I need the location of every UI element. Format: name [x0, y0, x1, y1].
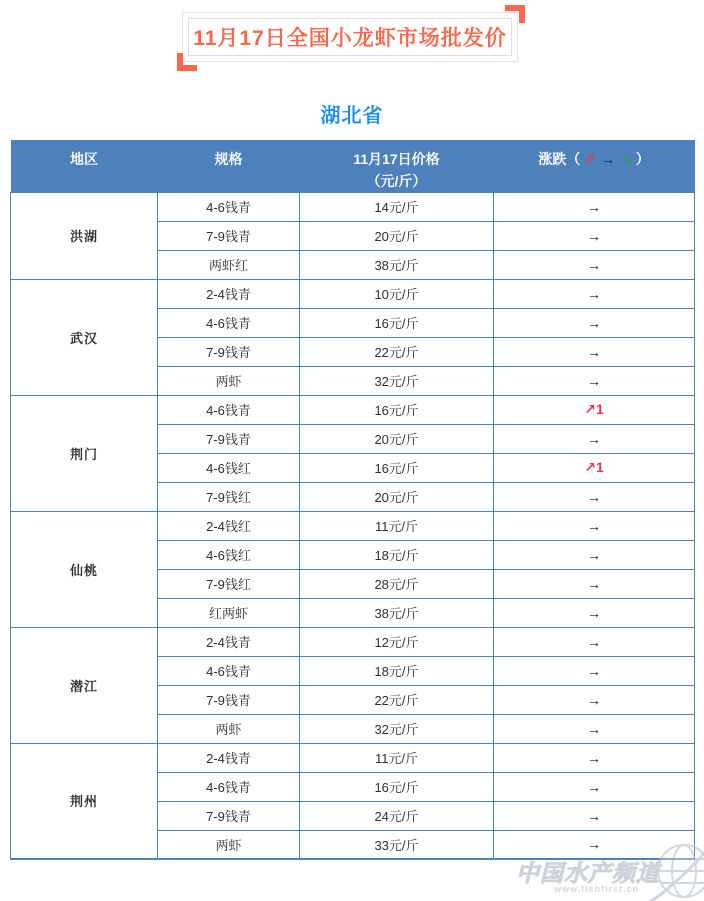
spec-cell: 7-9钱青: [158, 424, 300, 453]
trend-flat-icon: →: [587, 256, 601, 273]
price-table: [10, 140, 695, 860]
trend-cell: [494, 395, 695, 424]
trend-header-close: ）: [635, 151, 650, 167]
price-cell: 38元/斤: [300, 250, 494, 279]
trend-cell: [494, 598, 695, 627]
spec-cell: 红两虾: [158, 598, 300, 627]
trend-cell: [494, 424, 695, 453]
trend-down-icon: ↘: [621, 151, 633, 167]
trend-cell: [494, 453, 695, 482]
spec-cell: 2-4钱青: [158, 743, 300, 772]
title-box-inner: [188, 18, 512, 56]
price-cell: 10元/斤: [300, 279, 494, 308]
region-cell: 洪湖: [11, 192, 158, 279]
region-cell: 潜江: [11, 627, 158, 743]
watermark-url: www.fishfirst.cn: [554, 884, 640, 894]
price-header-line1: 11月17日价格: [353, 151, 440, 167]
spec-cell: 4-6钱青: [158, 772, 300, 801]
price-cell: 16元/斤: [300, 772, 494, 801]
trend-value: 1: [595, 401, 604, 417]
price-cell: 14元/斤: [300, 192, 494, 221]
spec-cell: 2-4钱红: [158, 511, 300, 540]
col-header-price: [300, 140, 494, 192]
table-row: [11, 511, 695, 540]
table-row: [11, 743, 695, 772]
region-cell: 荆州: [11, 743, 158, 859]
trend-value: 1: [595, 459, 604, 475]
spec-cell: 两虾: [158, 830, 300, 859]
trend-flat-icon: →: [587, 285, 601, 302]
corner-bracket-bottom-left-icon: [177, 53, 197, 71]
spec-cell: 两虾: [158, 366, 300, 395]
title-banner: [177, 5, 525, 71]
trend-cell: [494, 830, 695, 859]
trend-flat-icon: →: [587, 691, 601, 708]
trend-flat-icon: →: [587, 314, 601, 331]
trend-cell: [494, 743, 695, 772]
price-cell: 16元/斤: [300, 308, 494, 337]
trend-cell: [494, 366, 695, 395]
spec-cell: 4-6钱红: [158, 453, 300, 482]
price-header-line2: （元/斤）: [366, 173, 427, 189]
table-row: [11, 395, 695, 424]
price-cell: 12元/斤: [300, 627, 494, 656]
trend-flat-icon: →: [587, 343, 601, 360]
price-cell: 33元/斤: [300, 830, 494, 859]
table-row: [11, 279, 695, 308]
col-header-region: 地区: [11, 140, 158, 192]
trend-flat-icon: →: [587, 198, 601, 215]
spec-cell: 4-6钱青: [158, 192, 300, 221]
trend-flat-icon: →: [587, 488, 601, 505]
region-cell: 仙桃: [11, 511, 158, 627]
trend-flat-icon: →: [587, 227, 601, 244]
price-cell: 20元/斤: [300, 482, 494, 511]
trend-cell: [494, 714, 695, 743]
price-cell: 20元/斤: [300, 424, 494, 453]
trend-flat-icon: →: [587, 836, 601, 853]
price-cell: 18元/斤: [300, 656, 494, 685]
trend-flat-icon: →: [587, 633, 601, 650]
price-cell: 32元/斤: [300, 714, 494, 743]
price-cell: 18元/斤: [300, 540, 494, 569]
price-cell: 22元/斤: [300, 685, 494, 714]
spec-cell: 4-6钱青: [158, 395, 300, 424]
trend-up-icon: ↗: [583, 151, 595, 167]
trend-cell: [494, 250, 695, 279]
trend-flat-icon: →: [587, 517, 601, 534]
trend-flat-icon: →: [601, 151, 615, 167]
trend-flat-icon: →: [587, 807, 601, 824]
price-cell: 20元/斤: [300, 221, 494, 250]
spec-cell: 两虾红: [158, 250, 300, 279]
spec-cell: 4-6钱青: [158, 656, 300, 685]
spec-cell: 两虾: [158, 714, 300, 743]
price-cell: 38元/斤: [300, 598, 494, 627]
corner-bracket-top-right-icon: [505, 5, 525, 23]
spec-cell: 2-4钱青: [158, 627, 300, 656]
price-cell: 16元/斤: [300, 395, 494, 424]
region-cell: 武汉: [11, 279, 158, 395]
spec-cell: 7-9钱青: [158, 221, 300, 250]
watermark-text: 中国水产频道: [516, 860, 660, 886]
trend-flat-icon: →: [587, 546, 601, 563]
title-box-outer: [182, 12, 518, 62]
trend-flat-icon: →: [587, 662, 601, 679]
trend-flat-icon: →: [587, 749, 601, 766]
spec-cell: 7-9钱红: [158, 482, 300, 511]
price-cell: 32元/斤: [300, 366, 494, 395]
trend-up-icon: ↗: [584, 459, 596, 475]
trend-cell: [494, 482, 695, 511]
table-header-row: [11, 140, 695, 192]
spec-cell: 4-6钱青: [158, 308, 300, 337]
trend-flat-icon: →: [587, 575, 601, 592]
trend-flat-icon: →: [587, 778, 601, 795]
region-cell: 荆门: [11, 395, 158, 511]
col-header-spec: 规格: [158, 140, 300, 192]
province-heading: 湖北省: [320, 105, 384, 127]
price-cell: 24元/斤: [300, 801, 494, 830]
page-title: 11月17日全国小龙虾市场批发价: [193, 27, 507, 50]
price-cell: 28元/斤: [300, 569, 494, 598]
trend-cell: [494, 656, 695, 685]
table-row: [11, 627, 695, 656]
price-cell: 22元/斤: [300, 337, 494, 366]
price-cell: 11元/斤: [300, 743, 494, 772]
trend-header-label: 涨跌（: [538, 151, 581, 167]
trend-flat-icon: →: [587, 720, 601, 737]
trend-cell: [494, 627, 695, 656]
trend-cell: [494, 279, 695, 308]
price-cell: 11元/斤: [300, 511, 494, 540]
trend-cell: [494, 192, 695, 221]
spec-cell: 2-4钱青: [158, 279, 300, 308]
table-row: [11, 192, 695, 221]
trend-cell: [494, 569, 695, 598]
spec-cell: 7-9钱红: [158, 569, 300, 598]
price-cell: 16元/斤: [300, 453, 494, 482]
trend-cell: [494, 540, 695, 569]
trend-cell: [494, 685, 695, 714]
spec-cell: 7-9钱青: [158, 685, 300, 714]
trend-cell: [494, 772, 695, 801]
trend-flat-icon: →: [587, 372, 601, 389]
spec-cell: 7-9钱青: [158, 801, 300, 830]
trend-cell: [494, 801, 695, 830]
trend-cell: [494, 337, 695, 366]
trend-flat-icon: →: [587, 430, 601, 447]
trend-flat-icon: →: [587, 604, 601, 621]
spec-cell: 7-9钱青: [158, 337, 300, 366]
trend-cell: [494, 308, 695, 337]
trend-up-icon: ↗: [584, 401, 596, 417]
trend-cell: [494, 221, 695, 250]
spec-cell: 4-6钱红: [158, 540, 300, 569]
col-header-trend: [494, 140, 695, 192]
trend-cell: [494, 511, 695, 540]
